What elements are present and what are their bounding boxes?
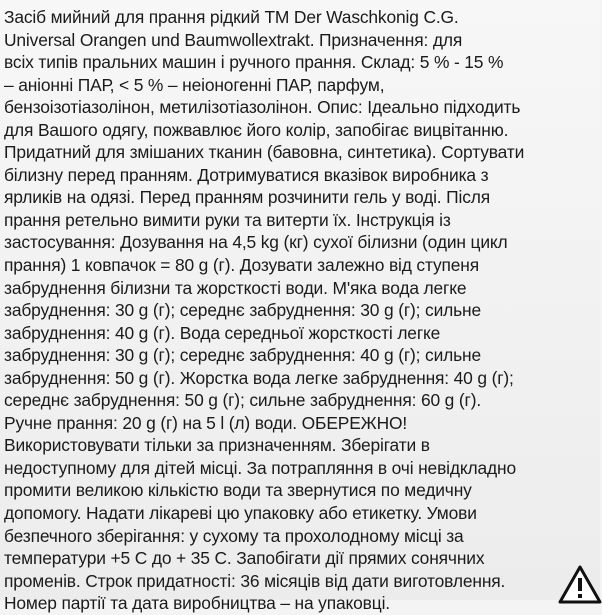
- label-text-line: забруднення: 40 g (г). Вода середньої жорсткості легке: [4, 322, 441, 343]
- label-text-line: допомогу. Надати лікареві цю упаковку або етикетку. Умови: [4, 503, 477, 524]
- label-text-line: – аніонні ПАР, < 5 % – неіоногенні ПАР, парфум,: [4, 74, 385, 95]
- label-text-line: Номер партії та дата виробництва – на упаковці.: [4, 593, 390, 614]
- label-text-line: недоступному для дітей місці. За потрапляння в очі невідкладно: [4, 457, 517, 478]
- label-text-line: безпечного зберігання: у сухому та прохолодному місці за: [4, 525, 464, 546]
- label-text-line: для Вашого одягу, пожвавлює його колір, запобігає вицвітанню.: [4, 119, 509, 140]
- label-text-line: середнє забруднення: 50 g (г); сильне забруднення: 60 g (г).: [4, 390, 482, 411]
- warning-triangle-icon: [558, 564, 602, 604]
- label-text-line: Використовувати тільки за призначенням. Зберігати в: [4, 435, 430, 456]
- label-text-line: Засіб мийний для прання рідкий ТМ Der Waschkonig C.G.: [4, 7, 459, 27]
- label-text-line: забруднення: 30 g (г); середнє забруднення: 40 g (г); сильне: [4, 345, 482, 366]
- label-text-line: прання) 1 ковпачок = 80 g (г). Дозувати залежно від ступеня: [4, 255, 480, 276]
- label-text-line: променів. Строк придатності: 36 місяців від дати виготовлення.: [4, 570, 506, 591]
- label-text-line: застосування: Дозування на 4,5 kg (кг) сухої білизни (один цикл: [4, 232, 508, 253]
- label-text-line: температури +5 С до + 35 С. Запобігати дії прямих сонячних: [4, 548, 485, 569]
- label-text-line: прання ретельно вимити руки та витерти їх. Інструкція із: [4, 209, 451, 230]
- label-text-line: Придатний для змішаних тканин (бавовна, синтетика). Сортувати: [4, 142, 525, 163]
- label-text-line: Ручне прання: 20 g (г) на 5 l (л) води. ОБЕРЕЖНО!: [4, 412, 408, 433]
- label-text-line: промити великою кількістю води та звернутися по медичну: [4, 480, 472, 501]
- label-text-line: ярликів на одязі. Перед пранням розчинити гель у воді. Після: [4, 187, 491, 208]
- label-text-line: забруднення білизни та жорсткості води. М'яка вода легке: [4, 277, 467, 298]
- label-text-line: забруднення: 30 g (г); середнє забруднення: 30 g (г); сильне: [4, 300, 482, 321]
- label-text-line: бензоізотіазолінон, метилізотіазолінон. Опис: Ідеально підходить: [4, 97, 521, 118]
- label-text-block: [4, 6, 594, 615]
- label-text-line: забруднення: 50 g (г). Жорстка вода легке забруднення: 40 g (г);: [4, 367, 514, 388]
- label-text-line: Universal Orangen und Baumwollextrakt. Призначення: для: [4, 29, 463, 50]
- label-text-line: всіх типів пральних машин і ручного прання. Склад: 5 % - 15 %: [4, 52, 504, 73]
- label-text-line: білизну перед пранням. Дотримуватися вказівок виробника з: [4, 164, 489, 185]
